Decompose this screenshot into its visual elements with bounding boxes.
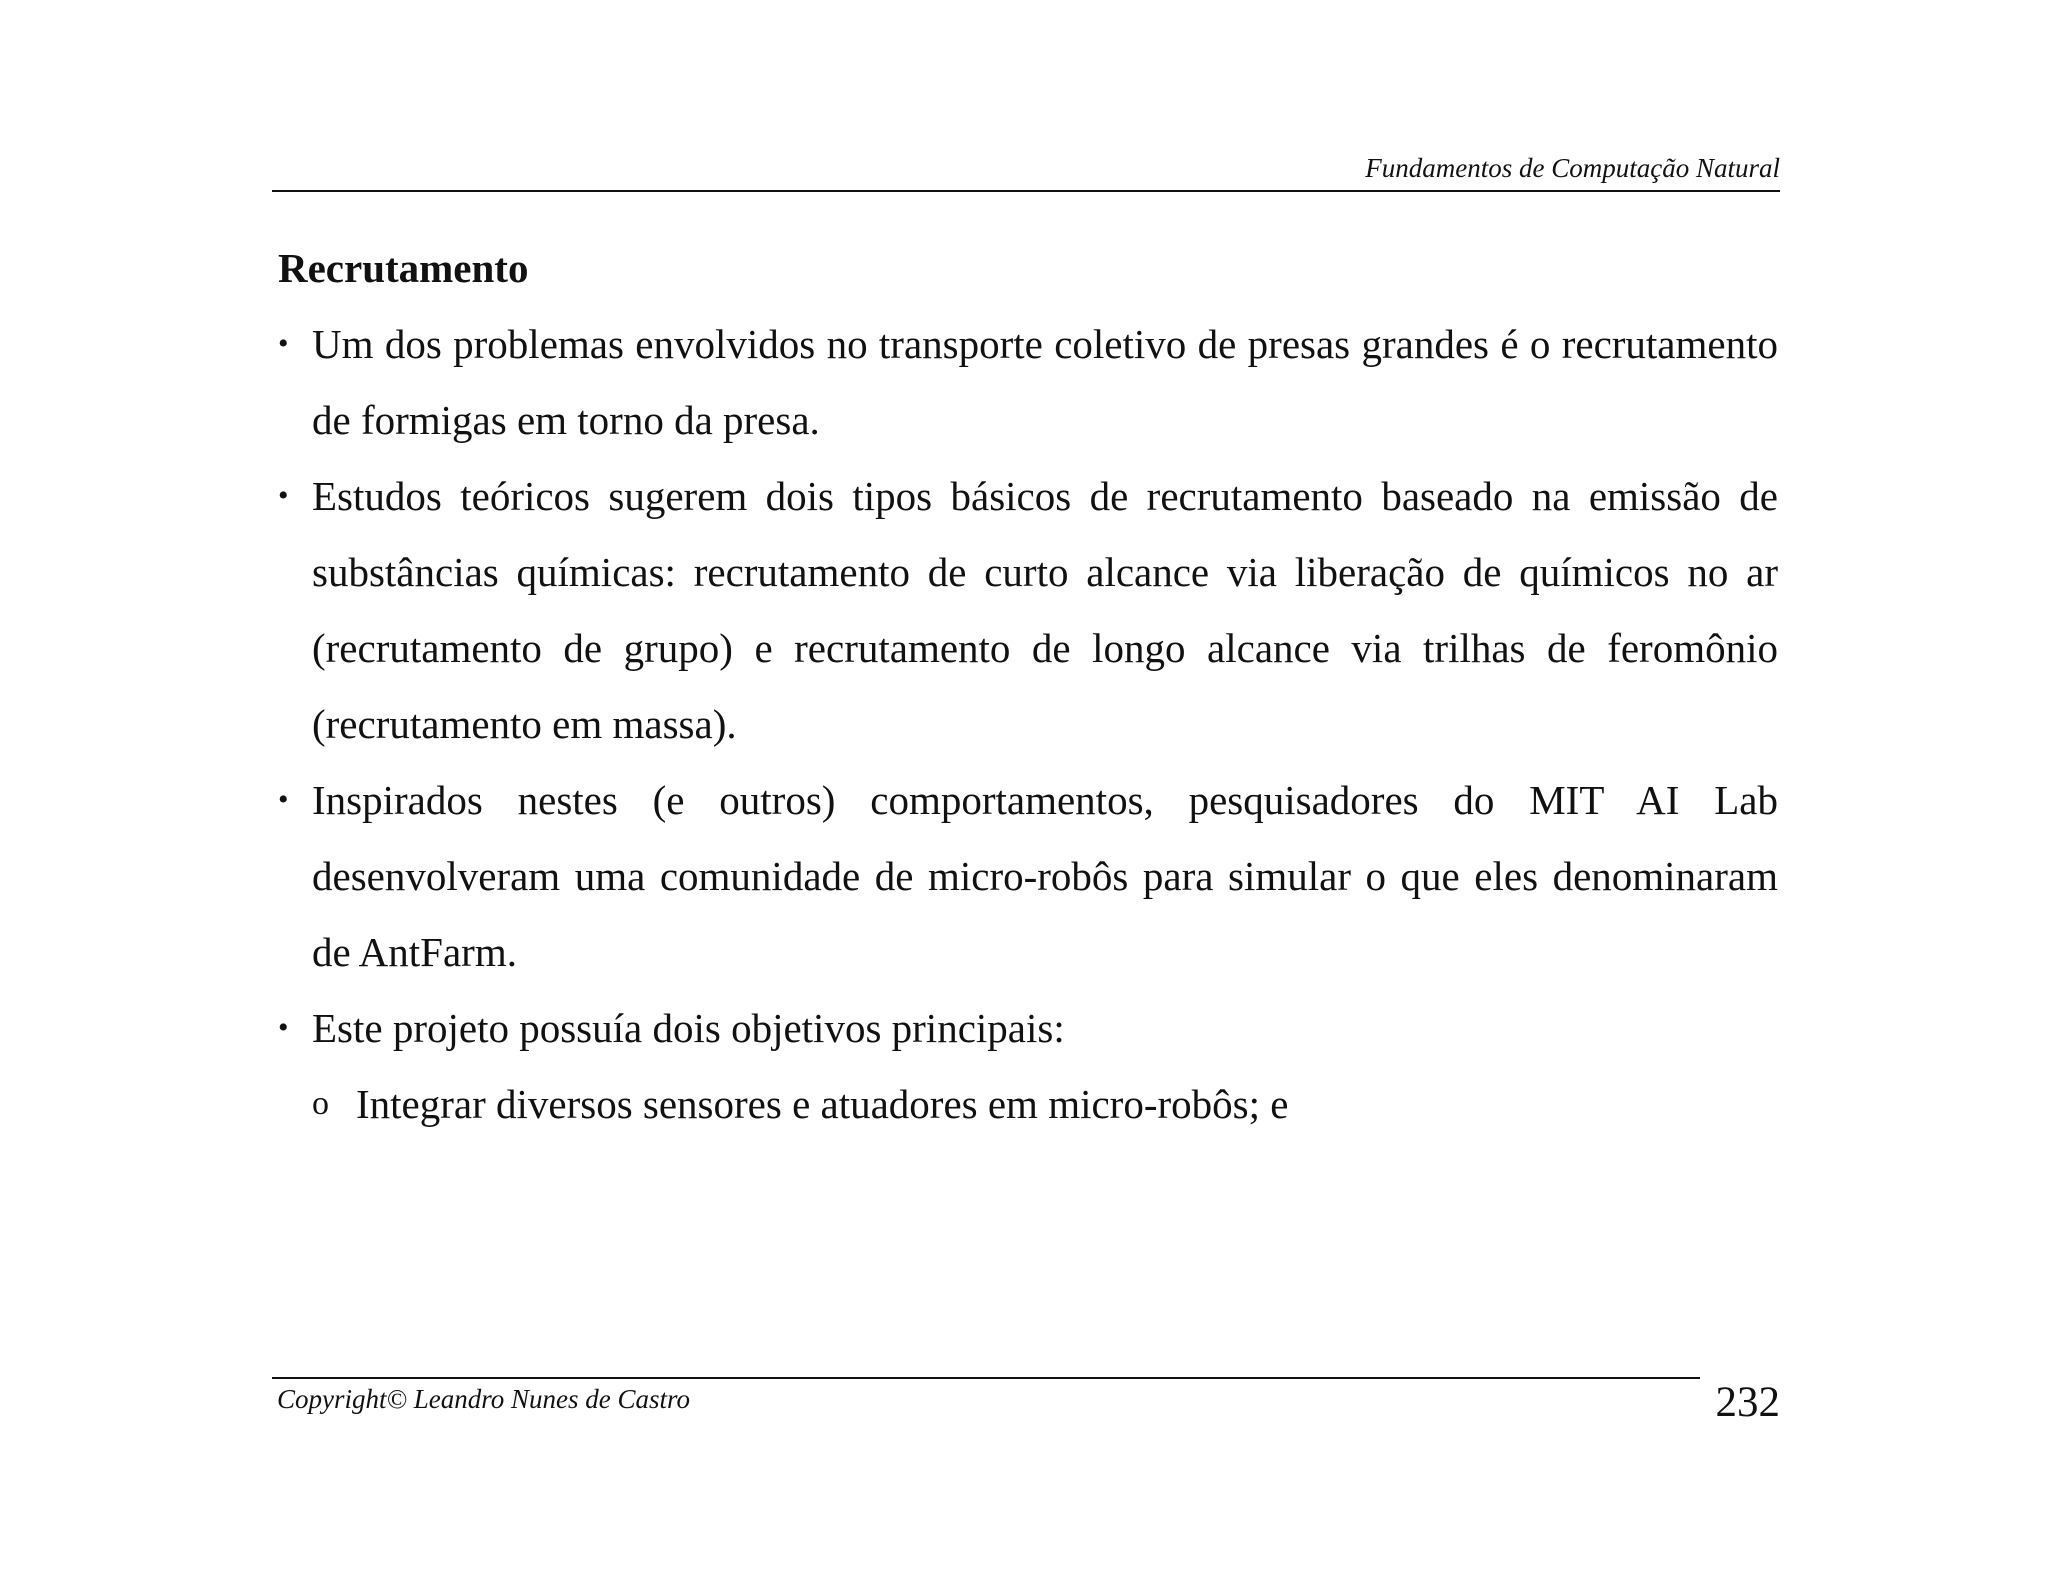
page-number: 232 [1715, 1379, 1780, 1426]
bullet-marker: • [278, 1011, 289, 1044]
bullet-marker: • [278, 479, 289, 512]
bullet-marker: • [278, 327, 289, 360]
footer-rule [272, 1377, 1700, 1379]
header-rule [272, 190, 1780, 192]
running-header: Fundamentos de Computação Natural [1365, 153, 1780, 183]
bullet-item [278, 990, 1778, 1142]
bullet-item [278, 762, 1778, 990]
bullet-item [278, 306, 1778, 458]
page-content [278, 238, 1778, 1142]
section-title: Recrutamento [278, 245, 529, 291]
footer-copyright: Copyright© Leandro Nunes de Castro [277, 1384, 691, 1414]
bullet-text: Estudos teóricos sugerem dois tipos básicos de recrutamento baseado na emissão de substâncias químicas: recrutamento de curto alcance via liberação de químicos no ar (recrutamento de grupo) e recrutamento de longo alcance via trilhas de feromônio (recrutamento em massa). [312, 473, 1778, 747]
sub-marker: o [312, 1085, 329, 1122]
bullet-text: Este projeto possuía dois objetivos principais: [312, 1005, 1065, 1051]
bullet-item [278, 458, 1778, 762]
sub-text: Integrar diversos sensores e atuadores em micro-robôs; e [356, 1081, 1289, 1127]
bullet-marker: • [278, 783, 289, 816]
bullet-list [278, 306, 1778, 1142]
bullet-text: Inspirados nestes (e outros) comportamentos, pesquisadores do MIT AI Lab desenvolveram uma comunidade de micro-robôs para simular o que eles denominaram de AntFarm. [312, 777, 1778, 975]
bullet-text: Um dos problemas envolvidos no transporte coletivo de presas grandes é o recrutamento de formigas em torno da presa. [312, 321, 1778, 443]
sub-item [312, 1066, 1778, 1142]
sub-list [312, 1066, 1778, 1142]
